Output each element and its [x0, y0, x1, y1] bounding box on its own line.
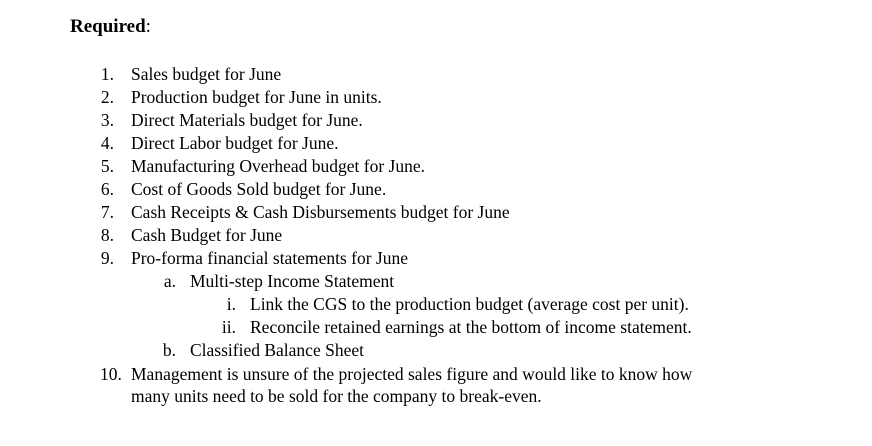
list-item-text: Direct Materials budget for June. — [131, 110, 363, 130]
sub-list-item-text: Multi-step Income Statement — [190, 271, 395, 291]
sub-sub-list-item-numeral: ii. — [221, 317, 236, 337]
sub-sub-list-item-numeral: i. — [226, 294, 236, 314]
sub-list-item-text: Classified Balance Sheet — [190, 340, 364, 360]
list-item-text: Direct Labor budget for June. — [131, 133, 339, 153]
list-item-number: 1. — [100, 64, 114, 84]
list-item-number: 10. — [100, 364, 122, 384]
sub-sub-list-item-text: Link the CGS to the production budget (average cost per unit). — [250, 294, 689, 314]
list-item-text: Cash Receipts & Cash Disbursements budget for June — [131, 202, 510, 222]
list-item-number: 9. — [100, 248, 114, 268]
section-heading — [70, 16, 151, 38]
sub-list-item-letter: b. — [162, 340, 176, 360]
list-item-text: Cash Budget for June — [131, 225, 283, 245]
list-item-number: 7. — [100, 202, 114, 222]
heading-colon: : — [145, 16, 151, 37]
list-item-text: Cost of Goods Sold budget for June. — [131, 179, 387, 199]
list-item-number: 5. — [100, 156, 114, 176]
list-item-number: 8. — [100, 225, 114, 245]
list-item-text: Pro-forma financial statements for June — [131, 248, 408, 268]
list-item-text: Manufacturing Overhead budget for June. — [131, 156, 425, 176]
list-item-text: Production budget for June in units. — [131, 87, 382, 107]
heading-text: Required — [70, 16, 146, 37]
list-item-text: many units need to be sold for the company to break-even. — [131, 386, 542, 406]
sub-list-item-letter: a. — [163, 271, 176, 291]
list-item-number: 6. — [100, 179, 114, 199]
list-item-number: 2. — [100, 87, 114, 107]
list-item-number: 3. — [100, 110, 114, 130]
list-item-text: Sales budget for June — [131, 64, 282, 84]
list-item-number: 4. — [100, 133, 114, 153]
sub-sub-list-item-text: Reconcile retained earnings at the bottom of income statement. — [250, 317, 692, 337]
list-item-text: Management is unsure of the projected sales figure and would like to know how — [131, 364, 693, 384]
